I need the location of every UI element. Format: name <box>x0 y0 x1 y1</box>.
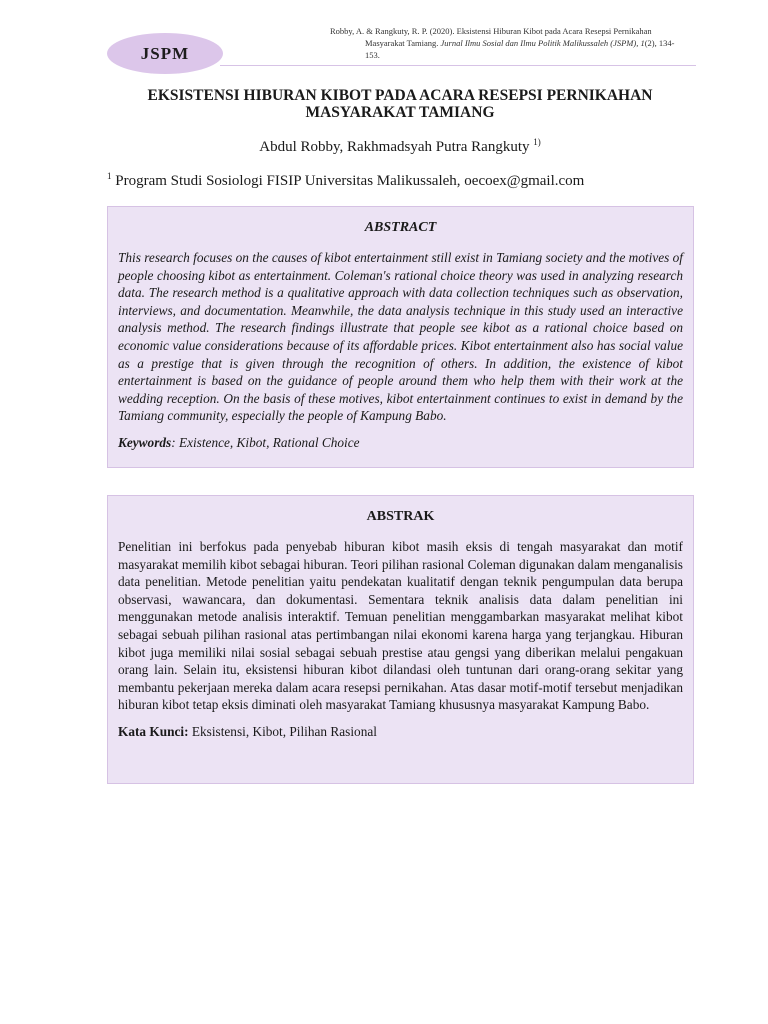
keywords-values: : Existence, Kibot, Rational Choice <box>171 434 360 450</box>
author-list <box>100 137 700 156</box>
authors-superscript: 1) <box>533 137 541 147</box>
keywords-label: Keywords <box>118 434 172 450</box>
title-line-1: EKSISTENSI HIBURAN KIBOT PADA ACARA RESEPSI PERNIKAHAN <box>147 87 653 104</box>
citation-line-3: 153. <box>365 50 380 60</box>
article-title <box>100 87 700 121</box>
abstract-heading: ABSTRACT <box>364 220 437 235</box>
abstract-body: This research focuses on the causes of kibot entertainment still exist in Tamiang society and the motives of people choosing kibot as entertainment. Coleman's rational choice theory was used in analyzing research data. The research method is a qualitative approach with data collection techniques such as observation, interviews, and documentation. Meanwhile, the data analysis technique in this study used an interactive analysis method. The research findings illustrate that people see kibot as a rational choice based on economic value considerations because of its affordable prices. Kibot entertainment also has social value as a prestige that is given through the recognition of others. In addition, the existence of kibot entertainment is based on the guidance of people around them who help them with their work at the wedding reception. On the basis of these motives, kibot entertainment continues to exist in demand by the Tamiang community, especially the people of Kampung Babo. <box>118 250 683 424</box>
citation-pages: (2), 134- <box>644 38 675 48</box>
header-divider <box>220 65 696 66</box>
journal-logo <box>107 33 223 74</box>
keywords-line <box>118 435 683 451</box>
citation-line-1: Robby, A. & Rangkuty, R. P. (2020). Eksistensi Hiburan Kibot pada Acara Resepsi Pernikahan <box>330 26 652 36</box>
citation-line-2 <box>330 37 696 61</box>
authors-text: Abdul Robby, Rakhmadsyah Putra Rangkuty <box>259 139 530 155</box>
abstract-english-box <box>107 206 694 468</box>
abstrak-body: Penelitian ini berfokus pada penyebab hiburan kibot masih eksis di tengah masyarakat dan motif masyarakat memilih kibot sebagai hiburan. Teori pilihan rasional Coleman digunakan dalam menganalisis data penelitian. Metode penelitian yaitu pendekatan kualitatif dengan teknik pengumpulan data berupa observasi, wawancara, dan dokumentasi. Sementara teknik analisis data dalam penelitian ini menggunakan metode analisis interaktif. Temuan penelitian menggambarkan masyarakat melihat kibot sebagai sebuah pilihan rasional atas pertimbangan nilai ekonomi karena harga yang terjangkau. Hiburan kibot juga memiliki nilai sosial sebagai sebuah prestise atau gengsi yang diberikan melalui pengakuan orang lain. Selain itu, eksistensi hiburan kibot dilandasi oleh tuntunan dari orang-orang sekitar yang membantu pekerjaan mereka dalam acara resepsi pernikahan. Atas dasar motif-motif tersebut menjadikan hiburan kibot tetap eksis diminati oleh masyarakat Tamiang khususnya masyarakat Kampung Babo. <box>118 539 683 713</box>
kata-kunci-values: Eksistensi, Kibot, Pilihan Rasional <box>188 723 377 739</box>
abstrak-heading: ABSTRAK <box>366 509 435 524</box>
affiliation-text: Program Studi Sosiologi FISIP Universitas Malikussaleh, oecoex@gmail.com <box>115 173 585 189</box>
affiliation-superscript: 1 <box>107 171 112 181</box>
kata-kunci-line <box>118 724 683 740</box>
affiliation <box>107 171 707 190</box>
citation-title-end: Masyarakat Tamiang. <box>365 38 439 48</box>
citation-header <box>330 25 696 61</box>
title-line-2: MASYARAKAT TAMIANG <box>305 104 495 121</box>
abstract-indonesian-box <box>107 495 694 784</box>
logo-text: JSPM <box>140 43 190 63</box>
citation-journal: Jurnal Ilmu Sosial dan Ilmu Politik Malikussaleh (JSPM), 1 <box>440 38 645 48</box>
kata-kunci-label: Kata Kunci: <box>118 723 189 739</box>
